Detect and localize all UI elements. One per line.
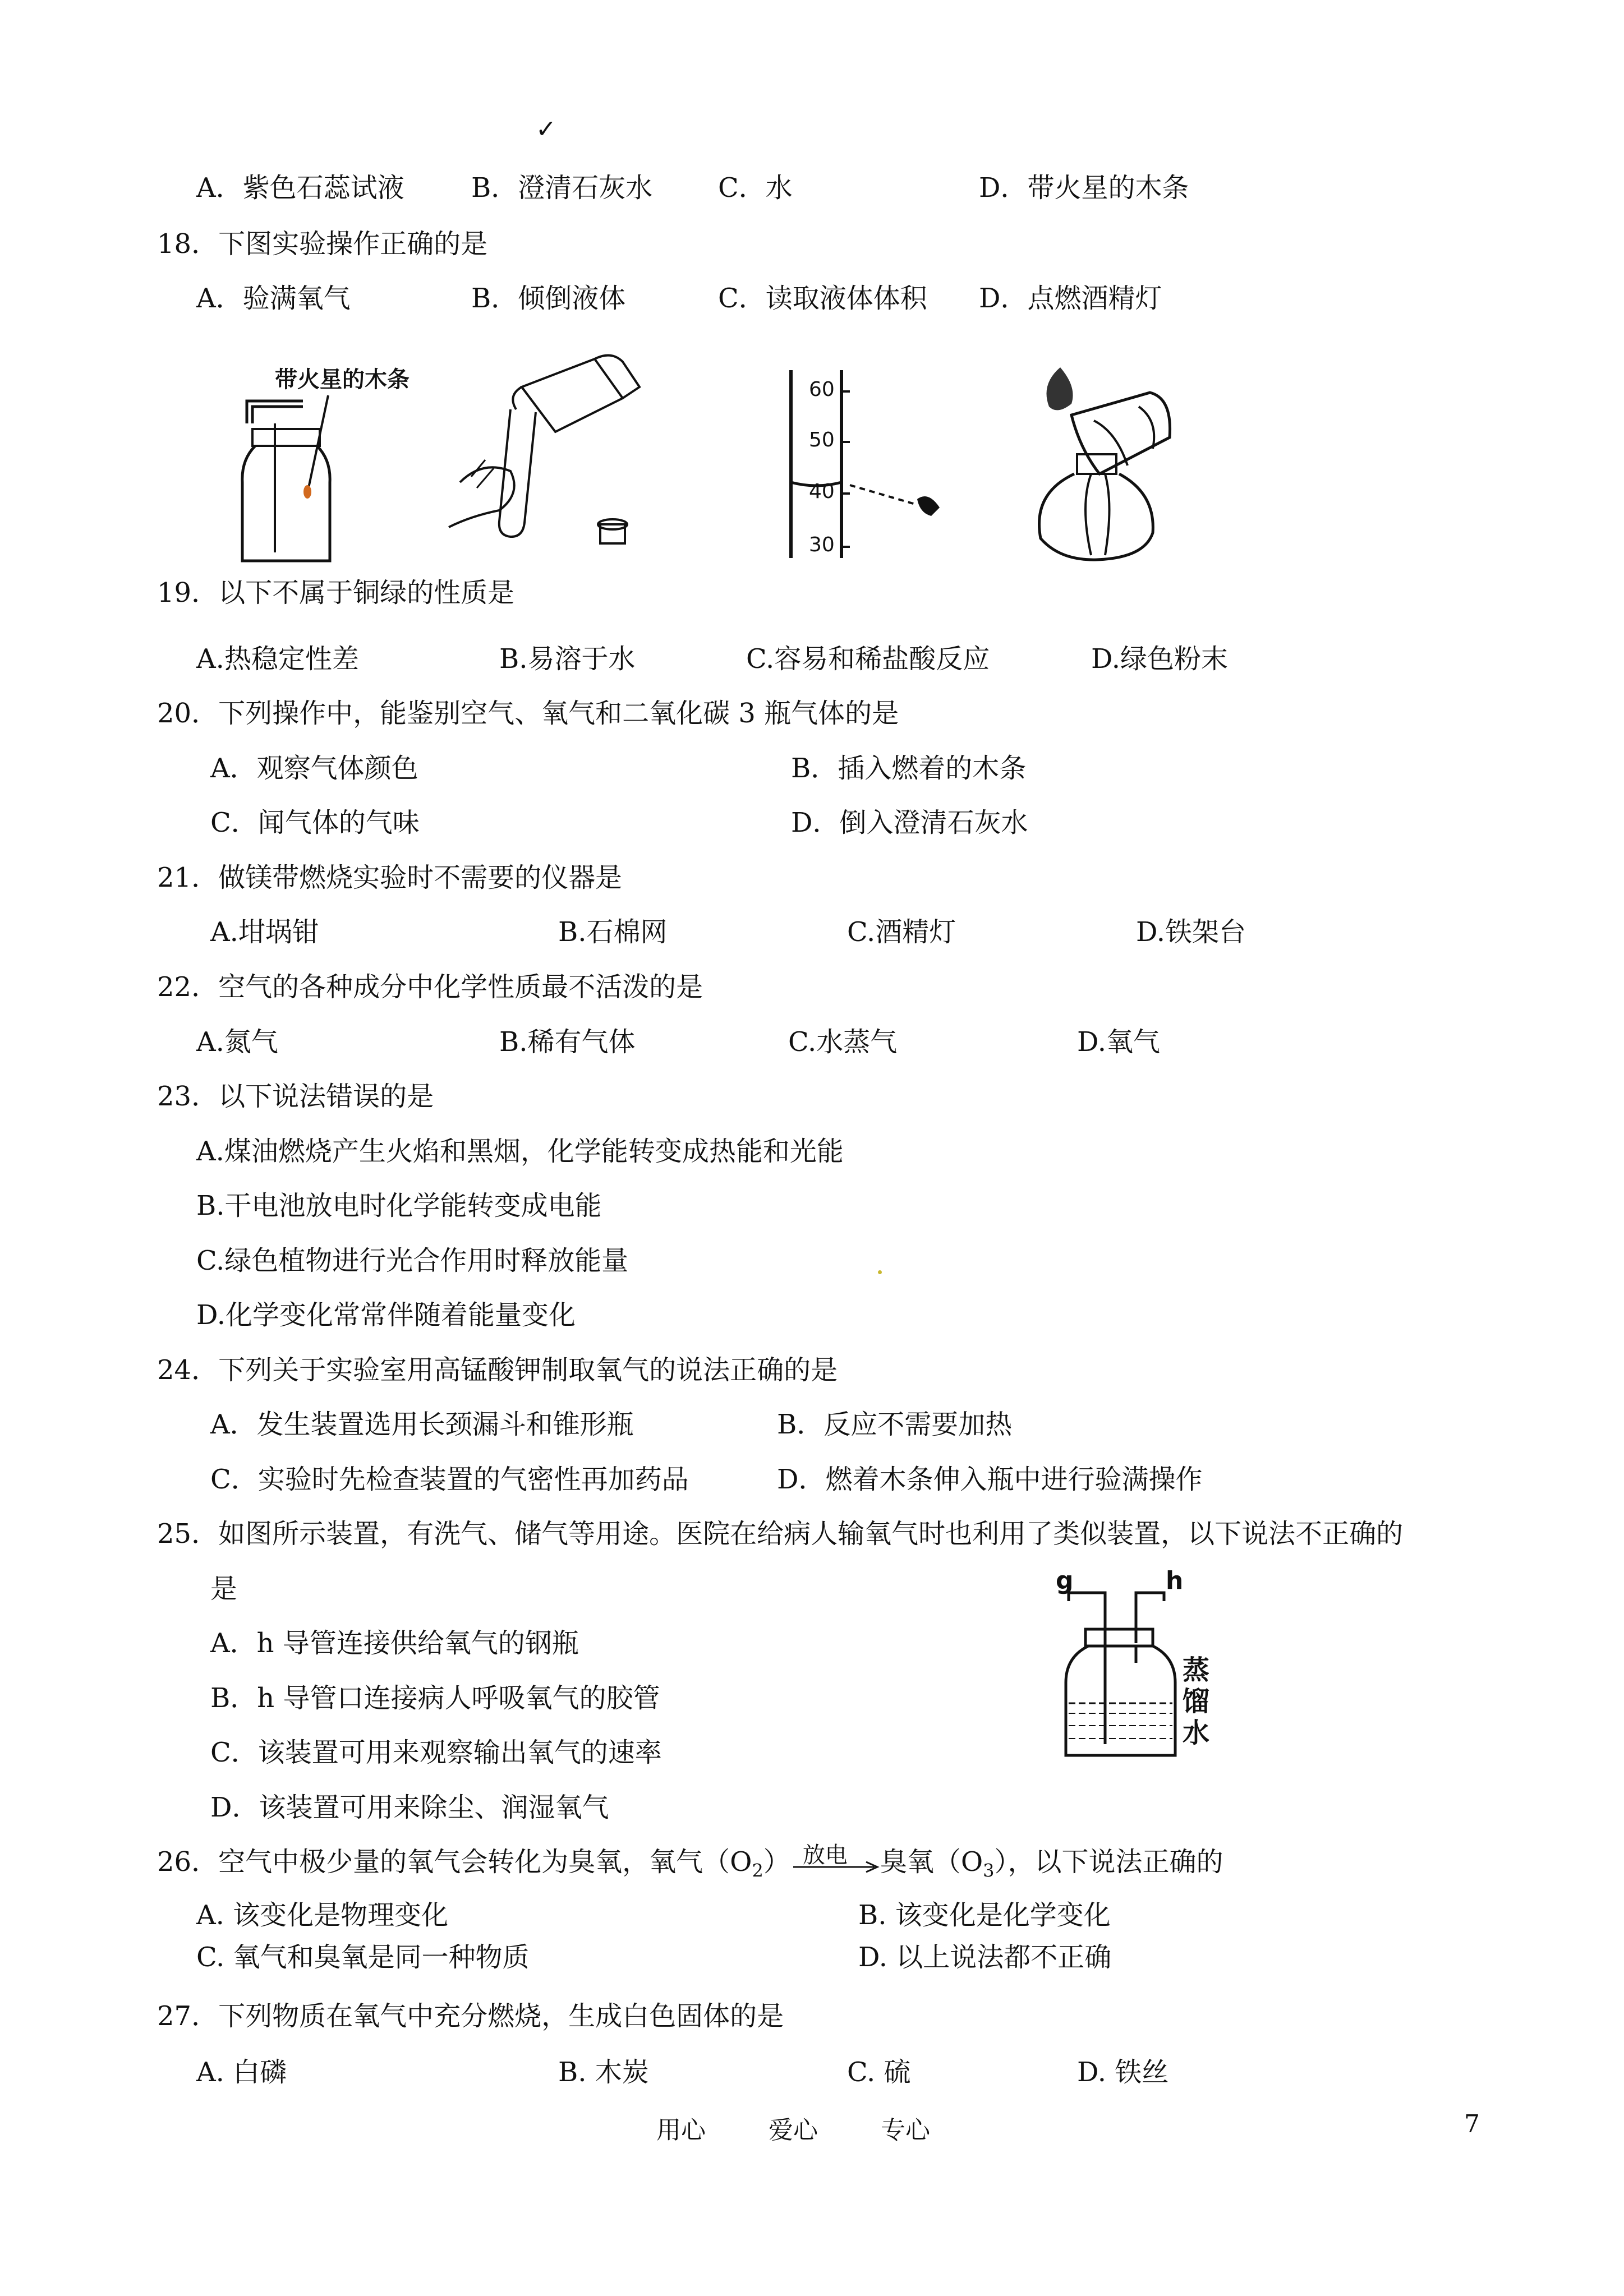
- q19-stem: 19．以下不属于铜绿的性质是: [157, 577, 515, 608]
- q25-stem-continued: 是: [210, 1573, 238, 1605]
- q18-option-b: B．倾倒液体: [471, 283, 626, 314]
- alcohol-lamp-figure: [1027, 353, 1206, 572]
- page-number: 7: [1464, 2110, 1480, 2138]
- q18-option-c: C．读取液体体积: [718, 283, 927, 314]
- q20-option-a: A．观察气体颜色: [210, 753, 418, 784]
- q22-option-b: B.稀有气体: [499, 1026, 636, 1058]
- gas-bottle-drawing: [230, 362, 443, 569]
- q21-option-a: A.坩埚钳: [210, 916, 319, 948]
- q20-option-b: B．插入燃着的木条: [791, 753, 1027, 784]
- check-mark: ✓: [536, 115, 556, 144]
- footer-text-2: 爱心: [769, 2116, 818, 2145]
- graduated-cylinder-figure: [780, 370, 959, 561]
- q19-option-d: D.绿色粉末: [1091, 643, 1229, 675]
- q20-stem: 20．下列操作中，能鉴别空气、氧气和二氧化碳 3 瓶气体的是: [157, 698, 899, 729]
- q19-option-b: B.易溶于水: [499, 643, 636, 675]
- q27-stem: 27．下列物质在氧气中充分燃烧，生成白色固体的是: [157, 2000, 784, 2032]
- q26-option-c: C. 氧气和臭氧是同一种物质: [196, 1942, 530, 1973]
- q18-option-a: A．验满氧气: [196, 283, 351, 314]
- q18-stem: 18．下图实验操作正确的是: [157, 228, 488, 260]
- q22-option-a: A.氮气: [196, 1026, 278, 1058]
- q17-option-d: D．带火星的木条: [979, 172, 1189, 204]
- q21-option-b: B.石棉网: [558, 916, 668, 948]
- q23-option-d: D.化学变化常常伴随着能量变化: [196, 1299, 576, 1331]
- q23-option-a: A.煤油燃烧产生火焰和黑烟，化学能转变成热能和光能: [196, 1136, 844, 1167]
- reaction-arrow: [790, 1842, 880, 1871]
- q24-option-c: C．实验时先检查装置的气密性再加药品: [210, 1464, 689, 1495]
- q27-option-a: A. 白磷: [196, 2057, 287, 2088]
- tick-40: 40: [809, 480, 835, 503]
- pouring-drawing: [438, 348, 662, 566]
- q26-stem: 26．空气中极少量的氧气会转化为臭氧，氧气$(O_2)$ 放电 臭氧$(O_3)$，以下说法正确的: [157, 1845, 1223, 1888]
- q17-option-b: B．澄清石灰水: [471, 172, 653, 204]
- footer-text-1: 用心: [656, 2116, 706, 2145]
- q25-option-c: C．该装置可用来观察输出氧气的速率: [210, 1737, 662, 1768]
- q25-stem: 25．如图所示装置，有洗气、储气等用途。医院在给病人输氧气时也利用了类似装置，以下说法不正确的: [157, 1518, 1404, 1550]
- splint-label: 带火星的木条: [275, 367, 410, 393]
- q25-option-b: B．h 导管口连接病人呼吸氧气的胶管: [210, 1682, 660, 1714]
- q22-option-d: D.氧气: [1077, 1026, 1161, 1058]
- q19-option-c: C.容易和稀盐酸反应: [746, 643, 990, 675]
- q23-option-c: C.绿色植物进行光合作用时释放能量: [196, 1245, 629, 1276]
- q20-option-d: D．倒入澄清石灰水: [791, 807, 1028, 838]
- q17-option-a: A．紫色石蕊试液: [196, 172, 404, 204]
- q22-stem: 22．空气的各种成分中化学性质最不活泼的是: [157, 971, 703, 1003]
- q27-option-b: B. 木炭: [558, 2057, 649, 2088]
- q19-option-a: A.热稳定性差: [196, 643, 359, 675]
- q24-option-b: B．反应不需要加热: [777, 1409, 1013, 1440]
- q27-option-c: C. 硫: [847, 2057, 911, 2088]
- q26-option-b: B. 该变化是化学变化: [858, 1899, 1111, 1931]
- oxygen-bottle-figure: [230, 362, 443, 569]
- tick-60: 60: [809, 378, 835, 401]
- footer-text-3: 专心: [881, 2116, 930, 2145]
- tick-30: 30: [809, 533, 835, 556]
- q27-option-d: D. 铁丝: [1077, 2057, 1169, 2088]
- label-g: g: [1056, 1566, 1074, 1595]
- q26-option-d: D. 以上说法都不正确: [858, 1942, 1112, 1973]
- cylinder-drawing: [780, 370, 959, 561]
- q22-option-c: C.水蒸气: [788, 1026, 898, 1058]
- q23-option-b: B.干电池放电时化学能转变成电能: [196, 1190, 602, 1221]
- q17-option-c: C．水: [718, 172, 793, 204]
- pouring-liquid-figure: [438, 348, 662, 566]
- q18-option-d: D．点燃酒精灯: [979, 283, 1162, 314]
- distilled-water-label: 蒸 馏 水: [1183, 1654, 1210, 1749]
- q21-option-d: D.铁架台: [1136, 916, 1246, 948]
- label-h: h: [1166, 1566, 1184, 1595]
- tick-50: 50: [809, 428, 835, 451]
- q21-option-c: C.酒精灯: [847, 916, 956, 948]
- q24-stem: 24．下列关于实验室用高锰酸钾制取氧气的说法正确的是: [157, 1354, 838, 1386]
- stray-dot: [878, 1270, 882, 1274]
- q20-option-c: C．闻气体的气味: [210, 807, 420, 838]
- q25-option-a: A．h 导管连接供给氧气的钢瓶: [210, 1628, 579, 1659]
- lamp-drawing: [1027, 353, 1206, 572]
- q23-stem: 23．以下说法错误的是: [157, 1081, 434, 1112]
- arrow-condition: 放电: [802, 1842, 848, 1868]
- wash-bottle-figure: [1043, 1566, 1229, 1769]
- q24-option-a: A．发生装置选用长颈漏斗和锥形瓶: [210, 1409, 634, 1440]
- q21-stem: 21．做镁带燃烧实验时不需要的仪器是: [157, 862, 623, 893]
- q26-option-a: A. 该变化是物理变化: [196, 1899, 449, 1931]
- q25-option-d: D．该装置可用来除尘、润湿氧气: [210, 1792, 609, 1823]
- q24-option-d: D．燃着木条伸入瓶中进行验满操作: [777, 1464, 1203, 1495]
